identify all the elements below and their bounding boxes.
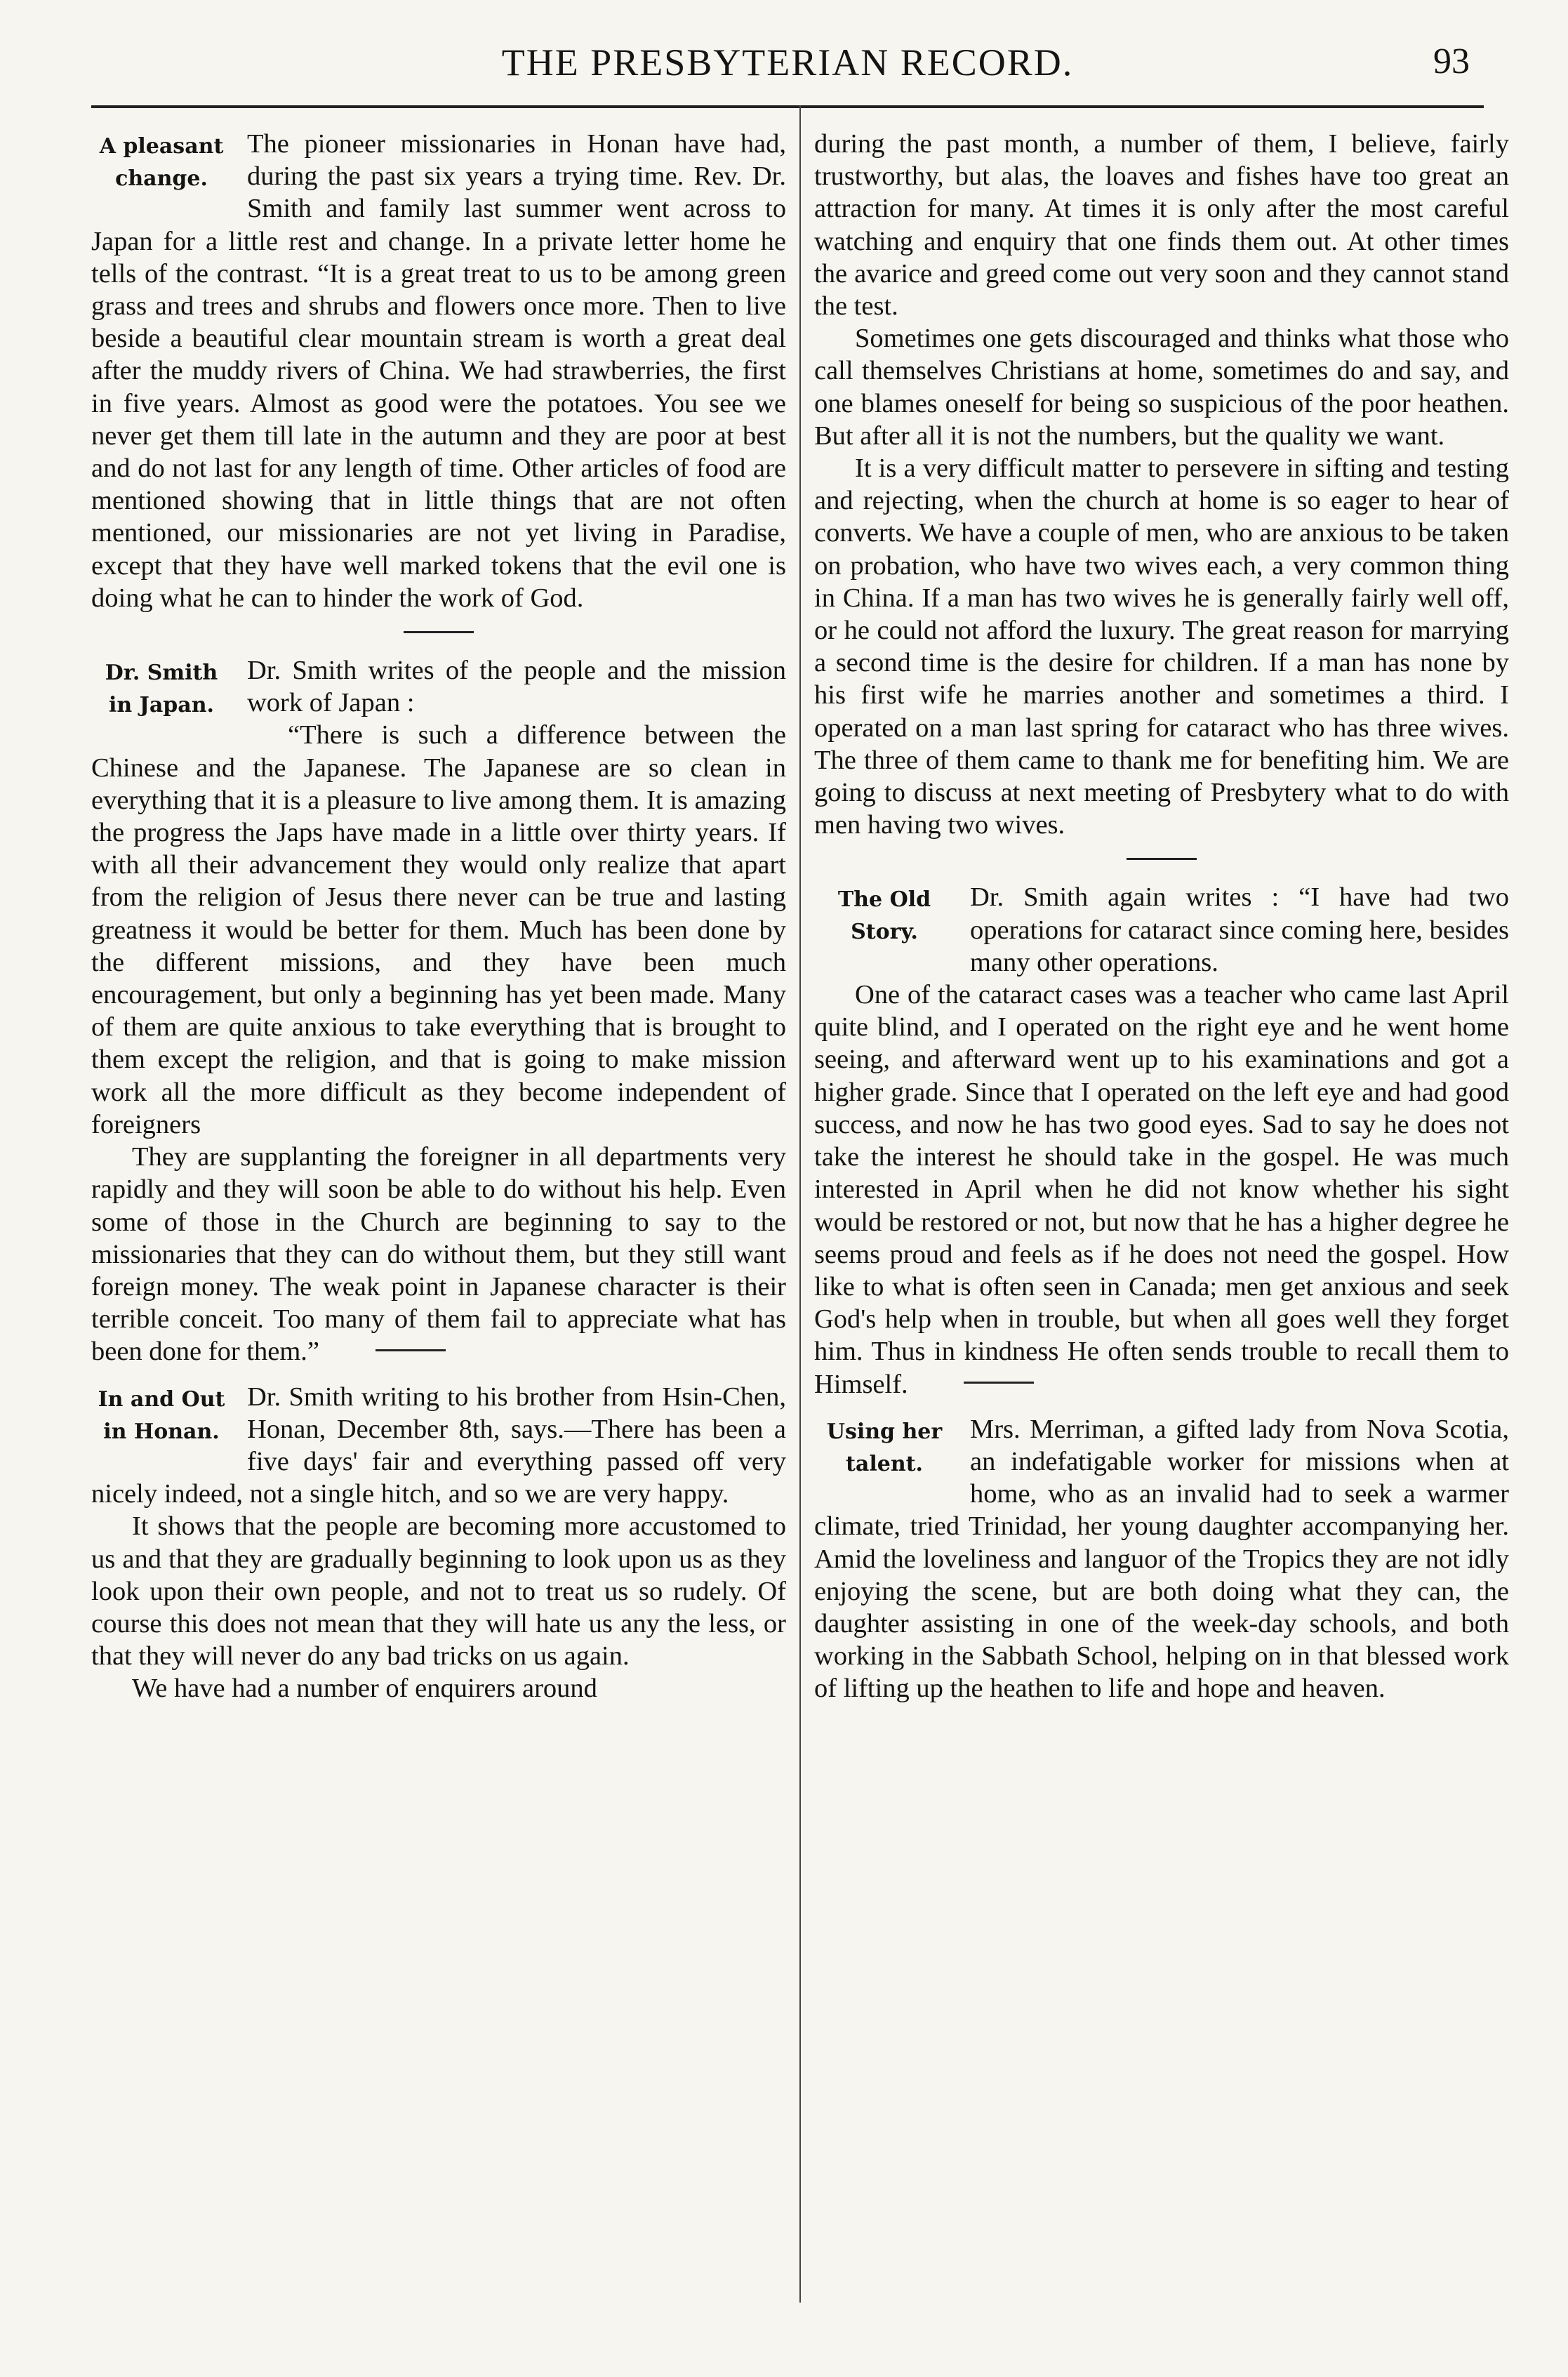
paragraph-text: The pioneer missionaries in Honan have had, during the past six years a trying time. Rev. Dr. Smith and family last summer went across to Japan for a little rest and change. In a private letter home he tells of the contrast. “It is a great treat to us to be among green grass and trees and shrubs and flowers once more. Then to live beside a beautiful clear mountain stream is worth a great deal after the muddy rivers of China. We had strawberries, the first in five years. Almost as good were the potatoes. You see we never get them till late in the autumn and they are poor at best and do not last for any length of time. Other articles of food are mentioned showing that in little things that are not often mentioned, our missionaries are not yet living in Paradise, except that they have well marked tokens that the evil one is doing what he can to hinder the work of God. (91, 129, 786, 613)
sidenote-a-pleasant-change (91, 131, 232, 195)
paragraph: It shows that the people are becoming more accustomed to us and that they are gradually beginning to look upon us as they look upon their own people, and not to treat us so rudely. Of course this does not mean that they will hate us any the less, or that they will never do any bad tricks on us again. (91, 1511, 786, 1671)
paragraph (91, 1141, 786, 1368)
article-in-and-out-in-honan (91, 1381, 786, 1511)
section-separator (964, 1382, 1034, 1384)
article-using-her-talent (814, 1413, 1509, 1705)
paragraph: “There is such a difference between the Chinese and the Japanese. The Japanese are so clean in everything that it is a pleasure to live among them. It is amazing the progress the Japs have made in a little over thirty years. If with all their advancement they would only realize that apart from the religion of Jesus there never can be true and lasting greatness it would be better for them. Much has been done by the different missions, and they have been much encouragement, but only a beginning has yet been made. Many of them are quite anxious to take everything that is brought to them except the religion, and that is going to make mission work all the more difficult as they become independent of foreigners (91, 720, 786, 1139)
paragraph (814, 979, 1509, 1401)
sidenote-line: Story. (851, 920, 918, 945)
sidenote-line: talent. (846, 1451, 923, 1476)
paragraph-text: Dr. Smith again writes : “I have had two operations for cataract since coming here, besides many other operations. (970, 882, 1509, 977)
sidenote-dr-smith-in-japan (91, 657, 232, 722)
paragraph-continued: during the past month, a number of them, I believe, fairly trustworthy, but alas, the loaves and fishes have too great an attraction for many. At times it is only after the most careful watching and enquiry that one finds them out. At other times the avarice and greed come out very soon and they cannot stand the test. (814, 129, 1509, 322)
sidenote-line: Dr. Smith (105, 661, 218, 686)
paragraph: We have had a number of enquirers around (132, 1674, 597, 1704)
paragraph-text: Dr. Smith writes of the people and the mission work of Japan : (247, 656, 786, 718)
section-separator (376, 1349, 446, 1351)
sidenote-using-her-talent (814, 1416, 955, 1481)
paragraph-text: Dr. Smith writing to his brother from Hsin-Chen, Honan, December 8th, says.—There has been a five days' fair and everything passed off very nicely indeed, not a single hitch, and so we are very happy. (91, 1382, 786, 1509)
paragraph-text: They are supplanting the foreigner in all departments very rapidly and they will soon be able to do without his help. Even some of those in the Church are beginning to say to the missionaries that they can do without them, but they still want foreign money. The weak point in Japanese character is their terrible conceit. Too many of them fail to appreciate what has been done for them.” (91, 1142, 786, 1367)
left-column (91, 128, 786, 1705)
paragraph-text: One of the cataract cases was a teacher who came last April quite blind, and I operated on the right eye and he went home seeing, and afterward went up to his examinations and got a higher grade. Since that I operated on the left eye and had good success, and now he has two good eyes. Sad to say he does not take the interest he should take in the gospel. He was much interested in April when he did not know whether his sight would be restored or not, but now that he has a higher degree he seems proud and feels as if he does not need the gospel. How like to what is often seen in Canada; men get anxious and seek God's help when in trouble, but when all goes well they forget him. Thus in kindness He often sends trouble to recall them to Himself. (814, 980, 1509, 1399)
section-separator (404, 631, 474, 633)
right-column (814, 128, 1509, 1705)
paragraph: Sometimes one gets discouraged and thinks what those who call themselves Christians at home, sometimes do and say, and one blames oneself for being so suspicious of the poor heathen. But after all it is not the numbers, but the quality we want. (814, 324, 1509, 451)
page-number: 93 (1433, 41, 1470, 81)
article-dr-smith-in-japan (91, 654, 786, 719)
article-a-pleasant-change (91, 128, 786, 614)
sidenote-line: In and Out (98, 1386, 225, 1412)
sidenote-the-old-story (814, 884, 955, 948)
column-divider (799, 105, 801, 2303)
sidenote-line: A pleasant (99, 134, 224, 159)
sidenote-line: Using her (826, 1419, 943, 1444)
sidenote-line: The Old (837, 887, 931, 913)
page-header (91, 41, 1484, 90)
sidenote-in-and-out-in-honan (91, 1384, 232, 1448)
section-separator (1127, 858, 1197, 860)
sidenote-line: change. (115, 166, 208, 191)
sidenote-line: in Honan. (103, 1419, 220, 1444)
article-the-old-story (814, 881, 1509, 979)
publication-title: THE PRESBYTERIAN RECORD. (501, 41, 1074, 84)
paragraph-text: Mrs. Merriman, a gifted lady from Nova Scotia, an indefatigable worker for missions when at home, who as an invalid had to seek a warmer climate, tried Trinidad, her young daughter accompanying her. Amid the loveliness and languor of the Tropics they are not idly enjoying the scene, but are both doing what they can, the daughter assisting in one of the week-day schools, and both working in the Sabbath School, helping on in that blessed work of lifting up the heathen to life and hope and heaven. (814, 1414, 1509, 1704)
header-rule (91, 105, 1484, 108)
paragraph: It is a very difficult matter to persevere in sifting and testing and rejecting, when the church at home is so eager to hear of converts. We have a couple of men, who are anxious to be taken on probation, who have two wives each, a very common thing in China. If a man has two wives he is generally fairly well off, or he could not afford the luxury. The great reason for marrying a second time is the desire for children. If a man has none by his first wife he marries another and sometimes a third. I operated on a man last spring for cataract who has three wives. The three of them came to thank me for benefiting him. We are going to discuss at next meeting of Presbytery what to do with men having two wives. (814, 453, 1509, 840)
sidenote-line: in Japan. (109, 693, 214, 718)
